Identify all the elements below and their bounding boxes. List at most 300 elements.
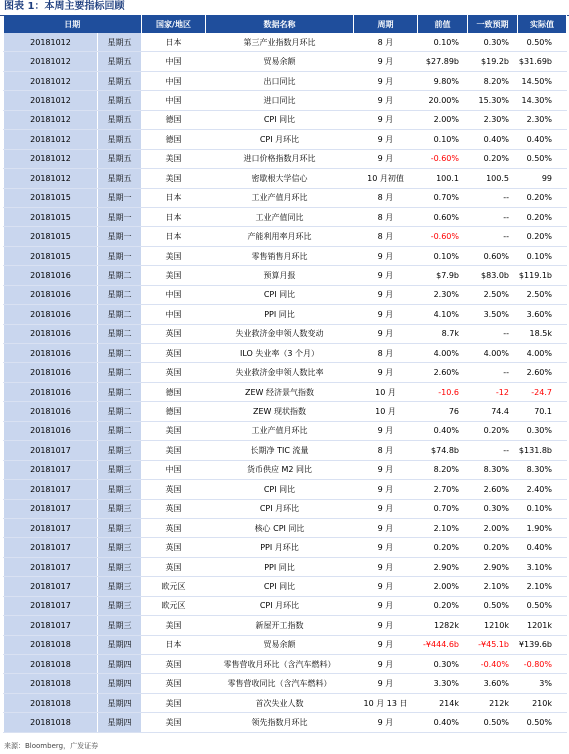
row-weekday: 星期三	[98, 577, 142, 596]
row-country: 英国	[142, 518, 206, 537]
row-actual: 8.30%	[518, 460, 567, 479]
row-period: 9 月	[354, 616, 418, 635]
row-date: 20181016	[4, 421, 98, 440]
row-expected: 0.20%	[468, 538, 518, 557]
source-note: 来源：Bloomberg，广发证券	[4, 742, 99, 750]
row-date: 20181017	[4, 577, 98, 596]
row-weekday: 星期五	[98, 110, 142, 129]
row-country: 英国	[142, 655, 206, 674]
row-indicator-name: 进口价格指数月环比	[206, 149, 354, 168]
row-actual: 0.10%	[518, 246, 567, 265]
row-indicator-name: 核心 CPI 同比	[206, 518, 354, 537]
row-period: 9 月	[354, 538, 418, 557]
row-period: 10 月 13 日	[354, 693, 418, 712]
row-actual: 0.40%	[518, 130, 567, 149]
table-row	[4, 635, 567, 654]
row-weekday: 星期二	[98, 402, 142, 421]
table-row	[4, 305, 567, 324]
row-weekday: 星期三	[98, 557, 142, 576]
row-expected: 8.30%	[468, 460, 518, 479]
row-date: 20181018	[4, 655, 98, 674]
row-actual: ¥139.6b	[518, 635, 567, 654]
table-row	[4, 577, 567, 596]
row-period: 9 月	[354, 130, 418, 149]
row-date: 20181015	[4, 246, 98, 265]
row-previous: 0.10%	[418, 130, 468, 149]
header-country: 国家/地区	[142, 15, 206, 33]
row-indicator-name: PPI 同比	[206, 305, 354, 324]
row-indicator-name: PPI 同比	[206, 557, 354, 576]
row-previous: -10.6	[418, 382, 468, 401]
row-expected: 74.4	[468, 402, 518, 421]
row-actual: 0.20%	[518, 227, 567, 246]
row-period: 8 月	[354, 207, 418, 226]
row-indicator-name: 新屋开工指数	[206, 616, 354, 635]
row-previous: 2.00%	[418, 110, 468, 129]
row-actual: 2.50%	[518, 285, 567, 304]
figure-title: 图表 1：本周主要指标回顾	[4, 1, 125, 12]
row-period: 9 月	[354, 305, 418, 324]
row-actual: 0.50%	[518, 149, 567, 168]
row-period: 9 月	[354, 110, 418, 129]
row-period: 9 月	[354, 460, 418, 479]
row-period: 9 月	[354, 71, 418, 90]
row-indicator-name: 工业产值同比	[206, 207, 354, 226]
row-indicator-name: ZEW 现状指数	[206, 402, 354, 421]
row-previous: 4.10%	[418, 305, 468, 324]
row-country: 日本	[142, 33, 206, 52]
row-indicator-name: 零售营收月环比（含汽车燃料）	[206, 655, 354, 674]
row-period: 9 月	[354, 149, 418, 168]
row-indicator-name: 长期净 TIC 流量	[206, 441, 354, 460]
row-actual: 1.90%	[518, 518, 567, 537]
row-expected: --	[468, 324, 518, 343]
row-period: 9 月	[354, 266, 418, 285]
row-expected: 2.10%	[468, 577, 518, 596]
row-actual: 0.10%	[518, 499, 567, 518]
row-expected: 2.30%	[468, 110, 518, 129]
row-previous: 0.40%	[418, 713, 468, 732]
row-period: 9 月	[354, 480, 418, 499]
row-weekday: 星期三	[98, 499, 142, 518]
row-indicator-name: CPI 同比	[206, 480, 354, 499]
row-expected: 0.40%	[468, 130, 518, 149]
row-indicator-name: 贸易余额	[206, 52, 354, 71]
row-indicator-name: 第三产业指数月环比	[206, 33, 354, 52]
row-weekday: 星期一	[98, 207, 142, 226]
row-expected: $83.0b	[468, 266, 518, 285]
row-actual: 0.50%	[518, 713, 567, 732]
row-period: 9 月	[354, 363, 418, 382]
row-actual: 0.50%	[518, 33, 567, 52]
row-date: 20181017	[4, 616, 98, 635]
row-expected: -¥45.1b	[468, 635, 518, 654]
row-date: 20181017	[4, 557, 98, 576]
table-row	[4, 52, 567, 71]
row-date: 20181016	[4, 285, 98, 304]
table-row	[4, 382, 567, 401]
row-indicator-name: 工业产值月环比	[206, 188, 354, 207]
table-row	[4, 363, 567, 382]
row-expected: 8.20%	[468, 71, 518, 90]
row-country: 德国	[142, 110, 206, 129]
row-actual: $31.69b	[518, 52, 567, 71]
row-period: 9 月	[354, 655, 418, 674]
table-row	[4, 33, 567, 52]
row-actual: 1201k	[518, 616, 567, 635]
row-country: 德国	[142, 130, 206, 149]
row-actual: -24.7	[518, 382, 567, 401]
row-indicator-name: CPI 月环比	[206, 130, 354, 149]
row-period: 8 月	[354, 441, 418, 460]
row-date: 20181012	[4, 130, 98, 149]
row-weekday: 星期一	[98, 246, 142, 265]
row-previous: 2.70%	[418, 480, 468, 499]
table-row	[4, 227, 567, 246]
row-weekday: 星期三	[98, 480, 142, 499]
row-weekday: 星期五	[98, 91, 142, 110]
row-period: 10 月初值	[354, 169, 418, 188]
row-country: 中国	[142, 305, 206, 324]
row-country: 英国	[142, 538, 206, 557]
table-row	[4, 596, 567, 615]
row-previous: -¥444.6b	[418, 635, 468, 654]
row-period: 9 月	[354, 635, 418, 654]
row-weekday: 星期五	[98, 52, 142, 71]
row-country: 中国	[142, 52, 206, 71]
row-date: 20181012	[4, 71, 98, 90]
header-actual: 实际值	[518, 15, 567, 33]
row-previous: 8.7k	[418, 324, 468, 343]
row-actual: $119.1b	[518, 266, 567, 285]
row-previous: 214k	[418, 693, 468, 712]
row-previous: 0.60%	[418, 207, 468, 226]
row-date: 20181017	[4, 460, 98, 479]
row-country: 欧元区	[142, 577, 206, 596]
row-expected: -12	[468, 382, 518, 401]
row-country: 英国	[142, 557, 206, 576]
row-period: 9 月	[354, 91, 418, 110]
row-period: 9 月	[354, 421, 418, 440]
row-actual: -0.80%	[518, 655, 567, 674]
header-name: 数据名称	[206, 15, 354, 33]
table-row	[4, 655, 567, 674]
row-previous: 9.80%	[418, 71, 468, 90]
row-weekday: 星期五	[98, 71, 142, 90]
row-weekday: 星期二	[98, 382, 142, 401]
row-expected: 2.60%	[468, 480, 518, 499]
table-row	[4, 713, 567, 732]
row-date: 20181017	[4, 518, 98, 537]
row-previous: 2.00%	[418, 577, 468, 596]
row-previous: $7.9b	[418, 266, 468, 285]
row-expected: 3.60%	[468, 674, 518, 693]
row-previous: 0.70%	[418, 188, 468, 207]
row-period: 9 月	[354, 577, 418, 596]
row-period: 9 月	[354, 324, 418, 343]
row-actual: 0.20%	[518, 207, 567, 226]
row-indicator-name: CPI 同比	[206, 285, 354, 304]
table-row	[4, 285, 567, 304]
row-period: 8 月	[354, 227, 418, 246]
row-date: 20181012	[4, 110, 98, 129]
row-country: 美国	[142, 149, 206, 168]
table-row	[4, 188, 567, 207]
row-actual: $131.8b	[518, 441, 567, 460]
row-expected: --	[468, 207, 518, 226]
row-actual: 3.10%	[518, 557, 567, 576]
row-indicator-name: 贸易余额	[206, 635, 354, 654]
table-row	[4, 460, 567, 479]
row-weekday: 星期四	[98, 674, 142, 693]
table-row	[4, 441, 567, 460]
row-country: 英国	[142, 363, 206, 382]
row-weekday: 星期三	[98, 518, 142, 537]
row-country: 德国	[142, 382, 206, 401]
row-indicator-name: PPI 月环比	[206, 538, 354, 557]
row-date: 20181015	[4, 207, 98, 226]
row-country: 日本	[142, 188, 206, 207]
row-actual: 99	[518, 169, 567, 188]
table-row	[4, 324, 567, 343]
row-country: 欧元区	[142, 596, 206, 615]
row-previous: 2.60%	[418, 363, 468, 382]
row-weekday: 星期五	[98, 149, 142, 168]
row-date: 20181015	[4, 188, 98, 207]
row-country: 美国	[142, 441, 206, 460]
row-country: 英国	[142, 480, 206, 499]
row-actual: 210k	[518, 693, 567, 712]
row-date: 20181016	[4, 324, 98, 343]
row-date: 20181018	[4, 674, 98, 693]
row-indicator-name: CPI 同比	[206, 110, 354, 129]
row-country: 中国	[142, 91, 206, 110]
row-date: 20181016	[4, 266, 98, 285]
row-period: 10 月	[354, 382, 418, 401]
row-expected: 0.50%	[468, 596, 518, 615]
row-date: 20181016	[4, 305, 98, 324]
row-actual: 0.30%	[518, 421, 567, 440]
row-expected: 2.50%	[468, 285, 518, 304]
row-period: 9 月	[354, 596, 418, 615]
row-weekday: 星期三	[98, 538, 142, 557]
table-row	[4, 518, 567, 537]
row-indicator-name: 出口同比	[206, 71, 354, 90]
row-date: 20181017	[4, 441, 98, 460]
row-country: 美国	[142, 246, 206, 265]
row-expected: 15.30%	[468, 91, 518, 110]
row-date: 20181012	[4, 52, 98, 71]
row-previous: 0.20%	[418, 596, 468, 615]
table-row	[4, 557, 567, 576]
row-expected: 0.60%	[468, 246, 518, 265]
row-weekday: 星期二	[98, 421, 142, 440]
table-row	[4, 149, 567, 168]
row-previous: 4.00%	[418, 344, 468, 363]
table-row	[4, 169, 567, 188]
row-weekday: 星期五	[98, 169, 142, 188]
row-indicator-name: ZEW 经济景气指数	[206, 382, 354, 401]
row-expected: --	[468, 227, 518, 246]
row-weekday: 星期二	[98, 305, 142, 324]
row-previous: 0.10%	[418, 246, 468, 265]
table-row	[4, 207, 567, 226]
row-indicator-name: CPI 月环比	[206, 499, 354, 518]
header-expected: 一致预期	[468, 15, 518, 33]
table-row	[4, 693, 567, 712]
row-actual: 3%	[518, 674, 567, 693]
row-weekday: 星期三	[98, 616, 142, 635]
row-previous: 3.30%	[418, 674, 468, 693]
row-previous: 0.70%	[418, 499, 468, 518]
row-indicator-name: 进口同比	[206, 91, 354, 110]
row-country: 德国	[142, 402, 206, 421]
row-date: 20181016	[4, 363, 98, 382]
row-expected: 0.30%	[468, 33, 518, 52]
row-date: 20181016	[4, 344, 98, 363]
row-weekday: 星期三	[98, 441, 142, 460]
row-actual: 2.10%	[518, 577, 567, 596]
row-previous: 100.1	[418, 169, 468, 188]
row-period: 9 月	[354, 518, 418, 537]
row-indicator-name: 首次失业人数	[206, 693, 354, 712]
row-date: 20181018	[4, 635, 98, 654]
row-date: 20181017	[4, 596, 98, 615]
row-indicator-name: 失业救济金申领人数变动	[206, 324, 354, 343]
row-expected: 0.30%	[468, 499, 518, 518]
row-previous: 2.10%	[418, 518, 468, 537]
row-country: 中国	[142, 285, 206, 304]
row-previous: 0.20%	[418, 538, 468, 557]
row-expected: 0.20%	[468, 149, 518, 168]
row-indicator-name: 零售营收同比（含汽车燃料）	[206, 674, 354, 693]
row-date: 20181015	[4, 227, 98, 246]
row-weekday: 星期二	[98, 324, 142, 343]
row-date: 20181012	[4, 169, 98, 188]
row-actual: 0.40%	[518, 538, 567, 557]
row-actual: 2.40%	[518, 480, 567, 499]
row-indicator-name: 零售销售月环比	[206, 246, 354, 265]
table-row	[4, 130, 567, 149]
header-period: 周期	[354, 15, 418, 33]
table-row	[4, 246, 567, 265]
row-weekday: 星期五	[98, 130, 142, 149]
row-weekday: 星期四	[98, 713, 142, 732]
row-weekday: 星期五	[98, 33, 142, 52]
row-indicator-name: 密歇根大学信心	[206, 169, 354, 188]
row-expected: --	[468, 441, 518, 460]
row-period: 9 月	[354, 285, 418, 304]
row-previous: 0.10%	[418, 33, 468, 52]
row-date: 20181012	[4, 149, 98, 168]
row-weekday: 星期二	[98, 344, 142, 363]
row-indicator-name: 失业救济金申领人数比率	[206, 363, 354, 382]
table-row	[4, 91, 567, 110]
row-country: 英国	[142, 344, 206, 363]
row-country: 日本	[142, 635, 206, 654]
row-country: 中国	[142, 71, 206, 90]
row-previous: $74.8b	[418, 441, 468, 460]
row-period: 9 月	[354, 713, 418, 732]
row-expected: 212k	[468, 693, 518, 712]
row-country: 美国	[142, 616, 206, 635]
row-date: 20181018	[4, 713, 98, 732]
row-expected: 100.5	[468, 169, 518, 188]
row-expected: 1210k	[468, 616, 518, 635]
table-body	[4, 33, 567, 732]
row-country: 英国	[142, 499, 206, 518]
row-country: 英国	[142, 324, 206, 343]
row-date: 20181017	[4, 480, 98, 499]
row-indicator-name: ILO 失业率（3 个月）	[206, 344, 354, 363]
row-country: 美国	[142, 693, 206, 712]
row-previous: -0.60%	[418, 149, 468, 168]
row-country: 中国	[142, 460, 206, 479]
row-indicator-name: 产能利用率月环比	[206, 227, 354, 246]
row-period: 8 月	[354, 344, 418, 363]
row-date: 20181018	[4, 693, 98, 712]
row-date: 20181017	[4, 499, 98, 518]
row-weekday: 星期三	[98, 460, 142, 479]
row-period: 9 月	[354, 52, 418, 71]
table-row	[4, 110, 567, 129]
header-date: 日期	[4, 15, 142, 33]
row-country: 英国	[142, 674, 206, 693]
row-date: 20181012	[4, 91, 98, 110]
row-expected: 0.20%	[468, 421, 518, 440]
indicator-table	[3, 15, 567, 733]
row-date: 20181012	[4, 33, 98, 52]
row-actual: 4.00%	[518, 344, 567, 363]
row-period: 9 月	[354, 246, 418, 265]
row-country: 日本	[142, 227, 206, 246]
row-indicator-name: 工业产值月环比	[206, 421, 354, 440]
row-weekday: 星期二	[98, 363, 142, 382]
row-previous: $27.89b	[418, 52, 468, 71]
row-previous: 0.30%	[418, 655, 468, 674]
row-weekday: 星期二	[98, 266, 142, 285]
table-row	[4, 266, 567, 285]
row-period: 8 月	[354, 188, 418, 207]
row-actual: 0.50%	[518, 596, 567, 615]
table-row	[4, 480, 567, 499]
row-country: 美国	[142, 421, 206, 440]
row-actual: 14.50%	[518, 71, 567, 90]
row-actual: 3.60%	[518, 305, 567, 324]
row-previous: 20.00%	[418, 91, 468, 110]
row-expected: 0.50%	[468, 713, 518, 732]
row-period: 9 月	[354, 499, 418, 518]
table-row	[4, 421, 567, 440]
row-expected: $19.2b	[468, 52, 518, 71]
row-indicator-name: 领先指数月环比	[206, 713, 354, 732]
row-expected: --	[468, 188, 518, 207]
row-actual: 0.20%	[518, 188, 567, 207]
row-expected: 2.90%	[468, 557, 518, 576]
row-actual: 18.5k	[518, 324, 567, 343]
row-weekday: 星期四	[98, 655, 142, 674]
row-previous: 8.20%	[418, 460, 468, 479]
row-previous: 0.40%	[418, 421, 468, 440]
row-indicator-name: CPI 同比	[206, 577, 354, 596]
row-actual: 70.1	[518, 402, 567, 421]
row-weekday: 星期三	[98, 596, 142, 615]
table-header-row	[4, 15, 567, 33]
row-weekday: 星期四	[98, 693, 142, 712]
row-actual: 2.60%	[518, 363, 567, 382]
figure-title-bar	[0, 0, 569, 16]
row-period: 10 月	[354, 402, 418, 421]
